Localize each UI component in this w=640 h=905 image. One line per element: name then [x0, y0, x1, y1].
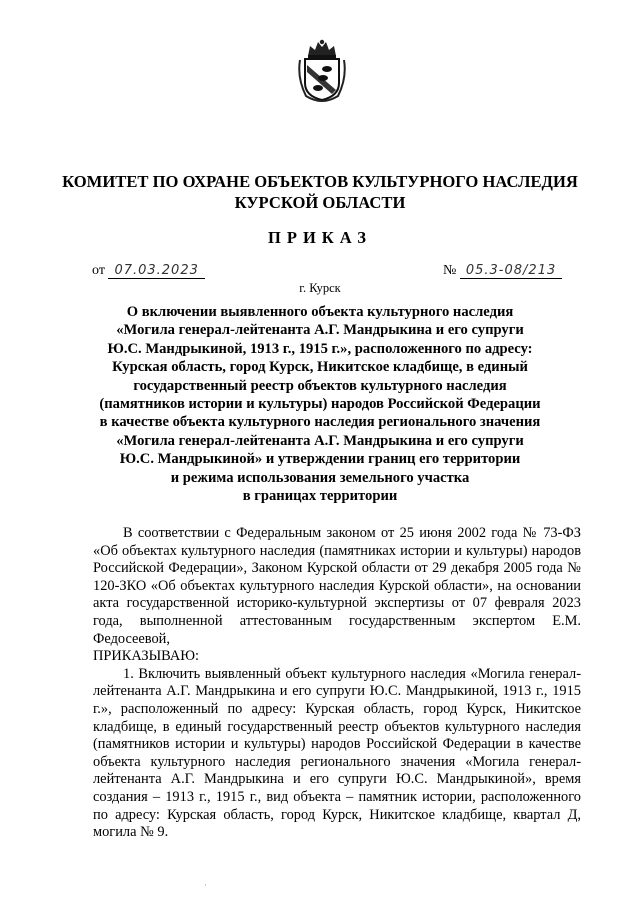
title-line: Ю.С. Мандрыкиной» и утверждении границ его территории — [119, 451, 521, 468]
title-line: в границах территории — [242, 488, 398, 505]
number-row — [443, 263, 562, 279]
title-line: «Могила генерал-лейтенанта А.Г. Мандрыкина и его супруги — [116, 432, 524, 449]
number-prefix: № — [443, 263, 457, 278]
document-body — [93, 525, 581, 842]
title-line: (памятников истории и культуры) народов Российской Федерации — [99, 396, 541, 413]
page-mark: · — [204, 881, 207, 890]
kursk-coat-of-arms-icon — [296, 38, 348, 102]
order-word: ПРИКАЗЫВАЮ: — [93, 648, 200, 665]
organization-name-line2: КУРСКОЙ ОБЛАСТИ — [234, 193, 406, 212]
title-line: Курская область, город Курск, Никитское кладбище, в единый — [112, 359, 528, 376]
document-title — [80, 303, 560, 505]
organization-name-line1: КОМИТЕТ ПО ОХРАНЕ ОБЪЕКТОВ КУЛЬТУРНОГО НАСЛЕДИЯ — [62, 172, 578, 191]
organization-name — [60, 171, 580, 213]
preamble-paragraph: В соответствии с Федеральным законом от 25 июня 2002 года № 73-ФЗ «Об объектах культурного наследия (памятниках истории и культуры) народов Российской Федерации», Законом Курской области от 29 декабря 2005 года № 120-ЗКО «Об объектах культурного наследия Курской области», на основании акта государственной историко-культурной экспертизы от 07 февраля 2023 года, выполненной аттестованным государственным экспертом Е.М. Федосеевой, — [93, 525, 581, 647]
title-line: «Могила генерал-лейтенанта А.Г. Мандрыкина и его супруги — [116, 322, 524, 339]
title-line: Ю.С. Мандрыкиной, 1913 г., 1915 г.», расположенного по адресу: — [107, 340, 533, 357]
city: г. Курск — [299, 281, 341, 295]
title-line: государственный реестр объектов культурного наследия — [133, 377, 507, 394]
date-prefix: от — [92, 263, 105, 278]
title-line: в качестве объекта культурного наследия регионального значения — [99, 414, 541, 431]
date-row — [92, 263, 205, 279]
title-line: и режима использования земельного участка — [170, 469, 470, 486]
date-value: 07.03.2023 — [108, 263, 204, 279]
document-type: ПРИКАЗ — [268, 228, 372, 247]
item-1-paragraph: 1. Включить выявленный объект культурного наследия «Могила генерал-лейтенанта А.Г. Мандрыкина и его супруги Ю.С. Мандрыкиной, 1913 г., 1915 г.», расположенный по адресу: Курская область, город Курск, Никитское кладбище, в единый государственный реестр объектов культурного наследия (памятников истории и культуры) народов Российской Федерации в качестве объекта культурного наследия регионального значения «Могила генерал-лейтенанта А.Г. Мандрыкина и его супруги Ю.С. Мандрыкиной», время создания – 1913 г., 1915 г., вид объекта – памятник истории, расположенного по адресу: Курская область, город Курск, Никитское кладбище, квартал Д, могила № 9. — [93, 665, 581, 841]
title-line: О включении выявленного объекта культурного наследия — [126, 304, 514, 320]
number-value: 05.3-08/213 — [460, 263, 562, 279]
